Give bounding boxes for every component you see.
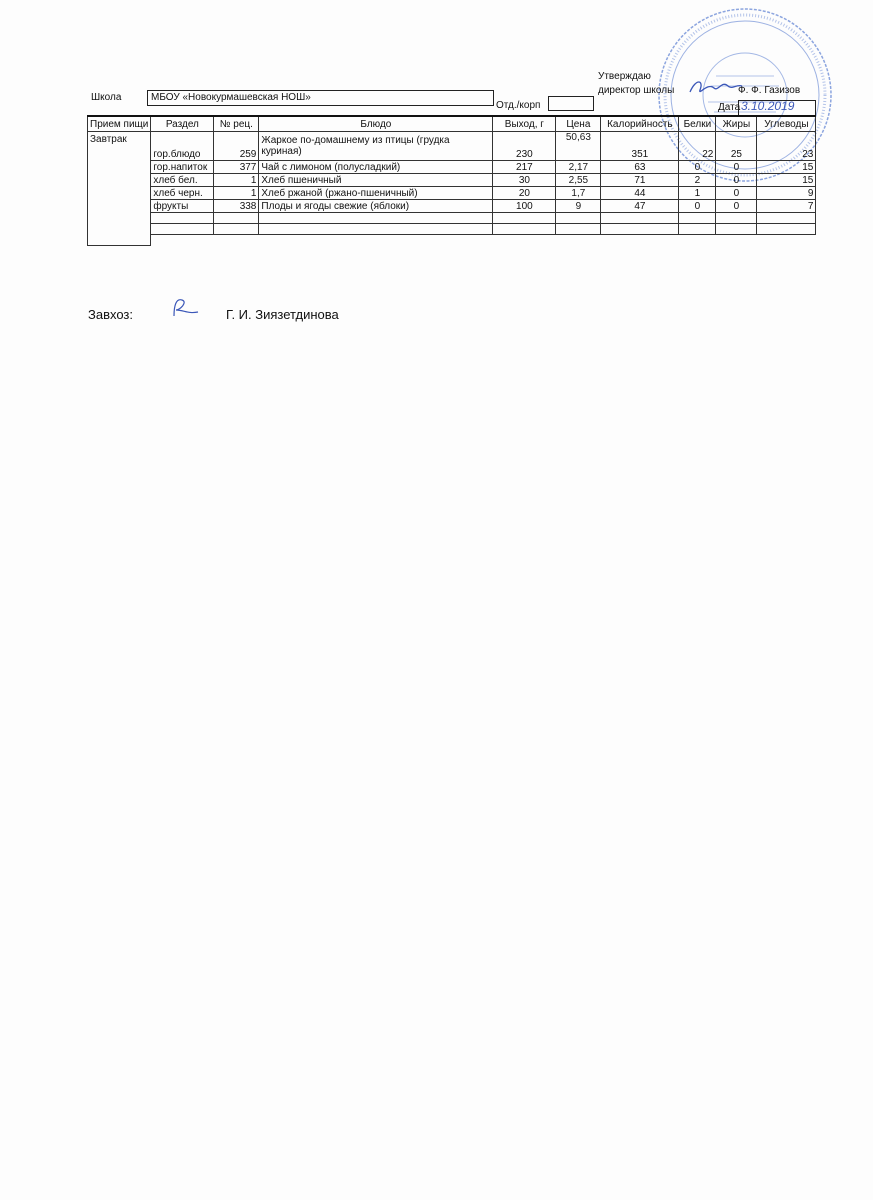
dish-cell: Чай с лимоном (полусладкий) bbox=[259, 161, 493, 174]
protein-cell: 0 bbox=[679, 200, 716, 213]
carbs-cell: 15 bbox=[757, 174, 816, 187]
meal-cell: Завтрак bbox=[88, 132, 151, 246]
table-row bbox=[88, 161, 816, 174]
division-field bbox=[548, 96, 594, 111]
section-cell: хлеб бел. bbox=[151, 174, 214, 187]
dish-cell: Плоды и ягоды свежие (яблоки) bbox=[259, 200, 493, 213]
date-label: Дата bbox=[718, 102, 741, 113]
division-label: Отд./корп bbox=[496, 100, 541, 111]
menu-table bbox=[87, 115, 816, 246]
storekeeper-signature-icon bbox=[168, 296, 202, 320]
section-cell: фрукты bbox=[151, 200, 214, 213]
col-header: № рец. bbox=[214, 116, 259, 132]
role-label: Завхоз: bbox=[88, 307, 133, 322]
approve-label: Утверждаю bbox=[598, 71, 651, 82]
yield-cell: 20 bbox=[493, 187, 556, 200]
calories-cell: 351 bbox=[601, 132, 679, 161]
calories-cell: 44 bbox=[601, 187, 679, 200]
director-name: Ф. Ф. Газизов bbox=[738, 85, 801, 96]
dish-cell: Жаркое по-домашнему из птицы (грудка куриная) bbox=[259, 132, 493, 161]
col-header: Блюдо bbox=[259, 116, 493, 132]
col-header: Белки bbox=[679, 116, 716, 132]
carbs-cell: 7 bbox=[757, 200, 816, 213]
table-row bbox=[88, 187, 816, 200]
director-signature-icon bbox=[686, 74, 746, 102]
yield-cell: 100 bbox=[493, 200, 556, 213]
protein-cell: 2 bbox=[679, 174, 716, 187]
price-cell: 2,55 bbox=[556, 174, 601, 187]
section-cell: гор.напиток bbox=[151, 161, 214, 174]
fat-cell: 0 bbox=[716, 200, 757, 213]
carbs-cell: 23 bbox=[757, 132, 816, 161]
dish-cell: Хлеб пшеничный bbox=[259, 174, 493, 187]
fat-cell: 0 bbox=[716, 161, 757, 174]
yield-cell: 230 bbox=[493, 132, 556, 161]
protein-cell: 22 bbox=[679, 132, 716, 161]
recipe-cell: 1 bbox=[214, 187, 259, 200]
table-row bbox=[88, 174, 816, 187]
section-cell: гор.блюдо bbox=[151, 132, 214, 161]
date-value: 3.10.2019 bbox=[741, 99, 795, 113]
calories-cell: 63 bbox=[601, 161, 679, 174]
school-value: МБОУ «Новокурмашевская НОШ» bbox=[151, 92, 311, 103]
col-header: Цена bbox=[556, 116, 601, 132]
recipe-cell: 1 bbox=[214, 174, 259, 187]
section-cell: хлеб черн. bbox=[151, 187, 214, 200]
storekeeper-name: Г. И. Зиязетдинова bbox=[226, 307, 339, 322]
fat-cell: 25 bbox=[716, 132, 757, 161]
table-row-empty bbox=[88, 224, 816, 235]
school-label: Школа bbox=[91, 92, 122, 103]
col-header: Прием пищи bbox=[88, 116, 151, 132]
fat-cell: 0 bbox=[716, 187, 757, 200]
recipe-cell: 338 bbox=[214, 200, 259, 213]
table-header-row bbox=[88, 116, 816, 132]
calories-cell: 47 bbox=[601, 200, 679, 213]
director-label: директор школы bbox=[598, 85, 675, 96]
recipe-cell: 259 bbox=[214, 132, 259, 161]
carbs-cell: 9 bbox=[757, 187, 816, 200]
col-header: Углеводы bbox=[757, 116, 816, 132]
date-field bbox=[738, 100, 816, 116]
col-header: Калорийность bbox=[601, 116, 679, 132]
carbs-cell: 15 bbox=[757, 161, 816, 174]
col-header: Жиры bbox=[716, 116, 757, 132]
yield-cell: 217 bbox=[493, 161, 556, 174]
recipe-cell: 377 bbox=[214, 161, 259, 174]
protein-cell: 1 bbox=[679, 187, 716, 200]
dish-cell: Хлеб ржаной (ржано-пшеничный) bbox=[259, 187, 493, 200]
table-row bbox=[88, 200, 816, 213]
col-header: Раздел bbox=[151, 116, 214, 132]
fat-cell: 0 bbox=[716, 174, 757, 187]
price-cell: 1,7 bbox=[556, 187, 601, 200]
calories-cell: 71 bbox=[601, 174, 679, 187]
table-row-empty bbox=[88, 235, 816, 246]
school-field bbox=[147, 90, 494, 106]
yield-cell: 30 bbox=[493, 174, 556, 187]
table-row-empty bbox=[88, 213, 816, 224]
price-cell: 9 bbox=[556, 200, 601, 213]
price-cell: 50,63 bbox=[556, 132, 601, 161]
protein-cell: 0 bbox=[679, 161, 716, 174]
col-header: Выход, г bbox=[493, 116, 556, 132]
table-row bbox=[88, 132, 816, 161]
price-cell: 2,17 bbox=[556, 161, 601, 174]
